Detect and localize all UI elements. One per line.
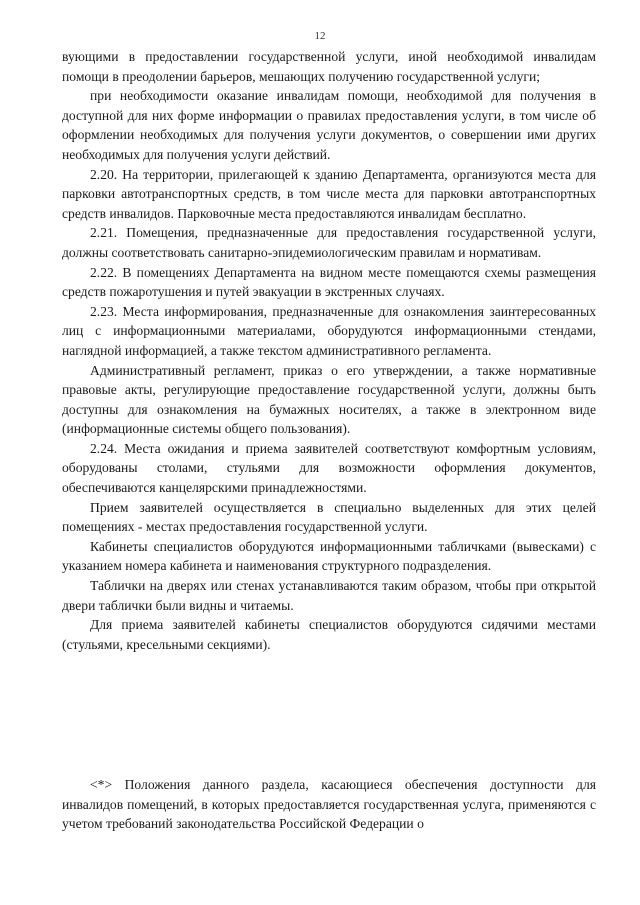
paragraph-2-20: 2.20. На территории, прилегающей к зданию Департамента, организуются места для парковки автотранспортных средств, в том числе места для парковки автотранспортных средств инвалидов. Парковочные места предоставляются инвалидам бесплатно. <box>62 166 596 221</box>
paragraph-seating: Для приема заявителей кабинеты специалистов оборудуются сидячими местами (стульями, кресельными секциями). <box>62 617 596 652</box>
paragraph-regulation-access: Административный регламент, приказ о его утверждении, а также нормативные правовые акты, регулирующие предоставление государственной услуги, должны быть доступны для ознакомления на бумажных носителях, а также в электронном виде (информационные системы общего пользования). <box>62 362 596 437</box>
paragraph-office-signs: Кабинеты специалистов оборудуются информационными табличками (вывесками) с указанием номера кабинета и наименования структурного подразделения. <box>62 538 596 574</box>
paragraph-2-23: 2.23. Места информирования, предназначенные для ознакомления заинтересованных лиц с информационными материалами, оборудуются информационными стендами, наглядной информацией, а также текстом административного регламента. <box>62 303 596 358</box>
paragraph-assistance-info: при необходимости оказание инвалидам помощи, необходимой для получения в доступной для них форме информации о правилах предоставления услуги, в том числе об оформлении необходимых для получения услуги документов, о совершении ими других необходимых для получения услуги действий. <box>62 88 596 162</box>
body-text <box>62 47 596 654</box>
footnote <box>62 775 596 834</box>
paragraph-2-22: 2.22. В помещениях Департамента на видном месте помещаются схемы размещения средств пожаротушения и путей эвакуации в экстренных случаях. <box>62 264 596 300</box>
page-number: 12 <box>314 30 326 42</box>
paragraph-2-21: 2.21. Помещения, предназначенные для предоставления государственной услуги, должны соответствовать санитарно-эпидемиологическим правилам и нормативам. <box>62 225 596 260</box>
paragraph-reception-premises: Прием заявителей осуществляется в специально выделенных для этих целей помещениях - местах предоставления государственной услуги. <box>62 499 596 535</box>
paragraph-2-24: 2.24. Места ожидания и приема заявителей соответствуют комфортным условиям, оборудованы столами, стульями для возможности оформления документов, обеспечиваются канцелярскими принадлежностями. <box>62 440 596 496</box>
footnote-text: <*> Положения данного раздела, касающиеся обеспечения доступности для инвалидов помещений, в которых предоставляется государственная услуга, применяются с учетом требований законодательства Российской Федерации о <box>62 777 596 832</box>
paragraph-continuation: вующими в предоставлении государственной услуги, иной необходимой инвалидам помощи в преодолении барьеров, мешающих получению государственной услуги; <box>62 49 596 84</box>
paragraph-door-plates: Таблички на дверях или стенах устанавливаются таким образом, чтобы при открытой двери таблички были видны и читаемы. <box>62 578 596 613</box>
